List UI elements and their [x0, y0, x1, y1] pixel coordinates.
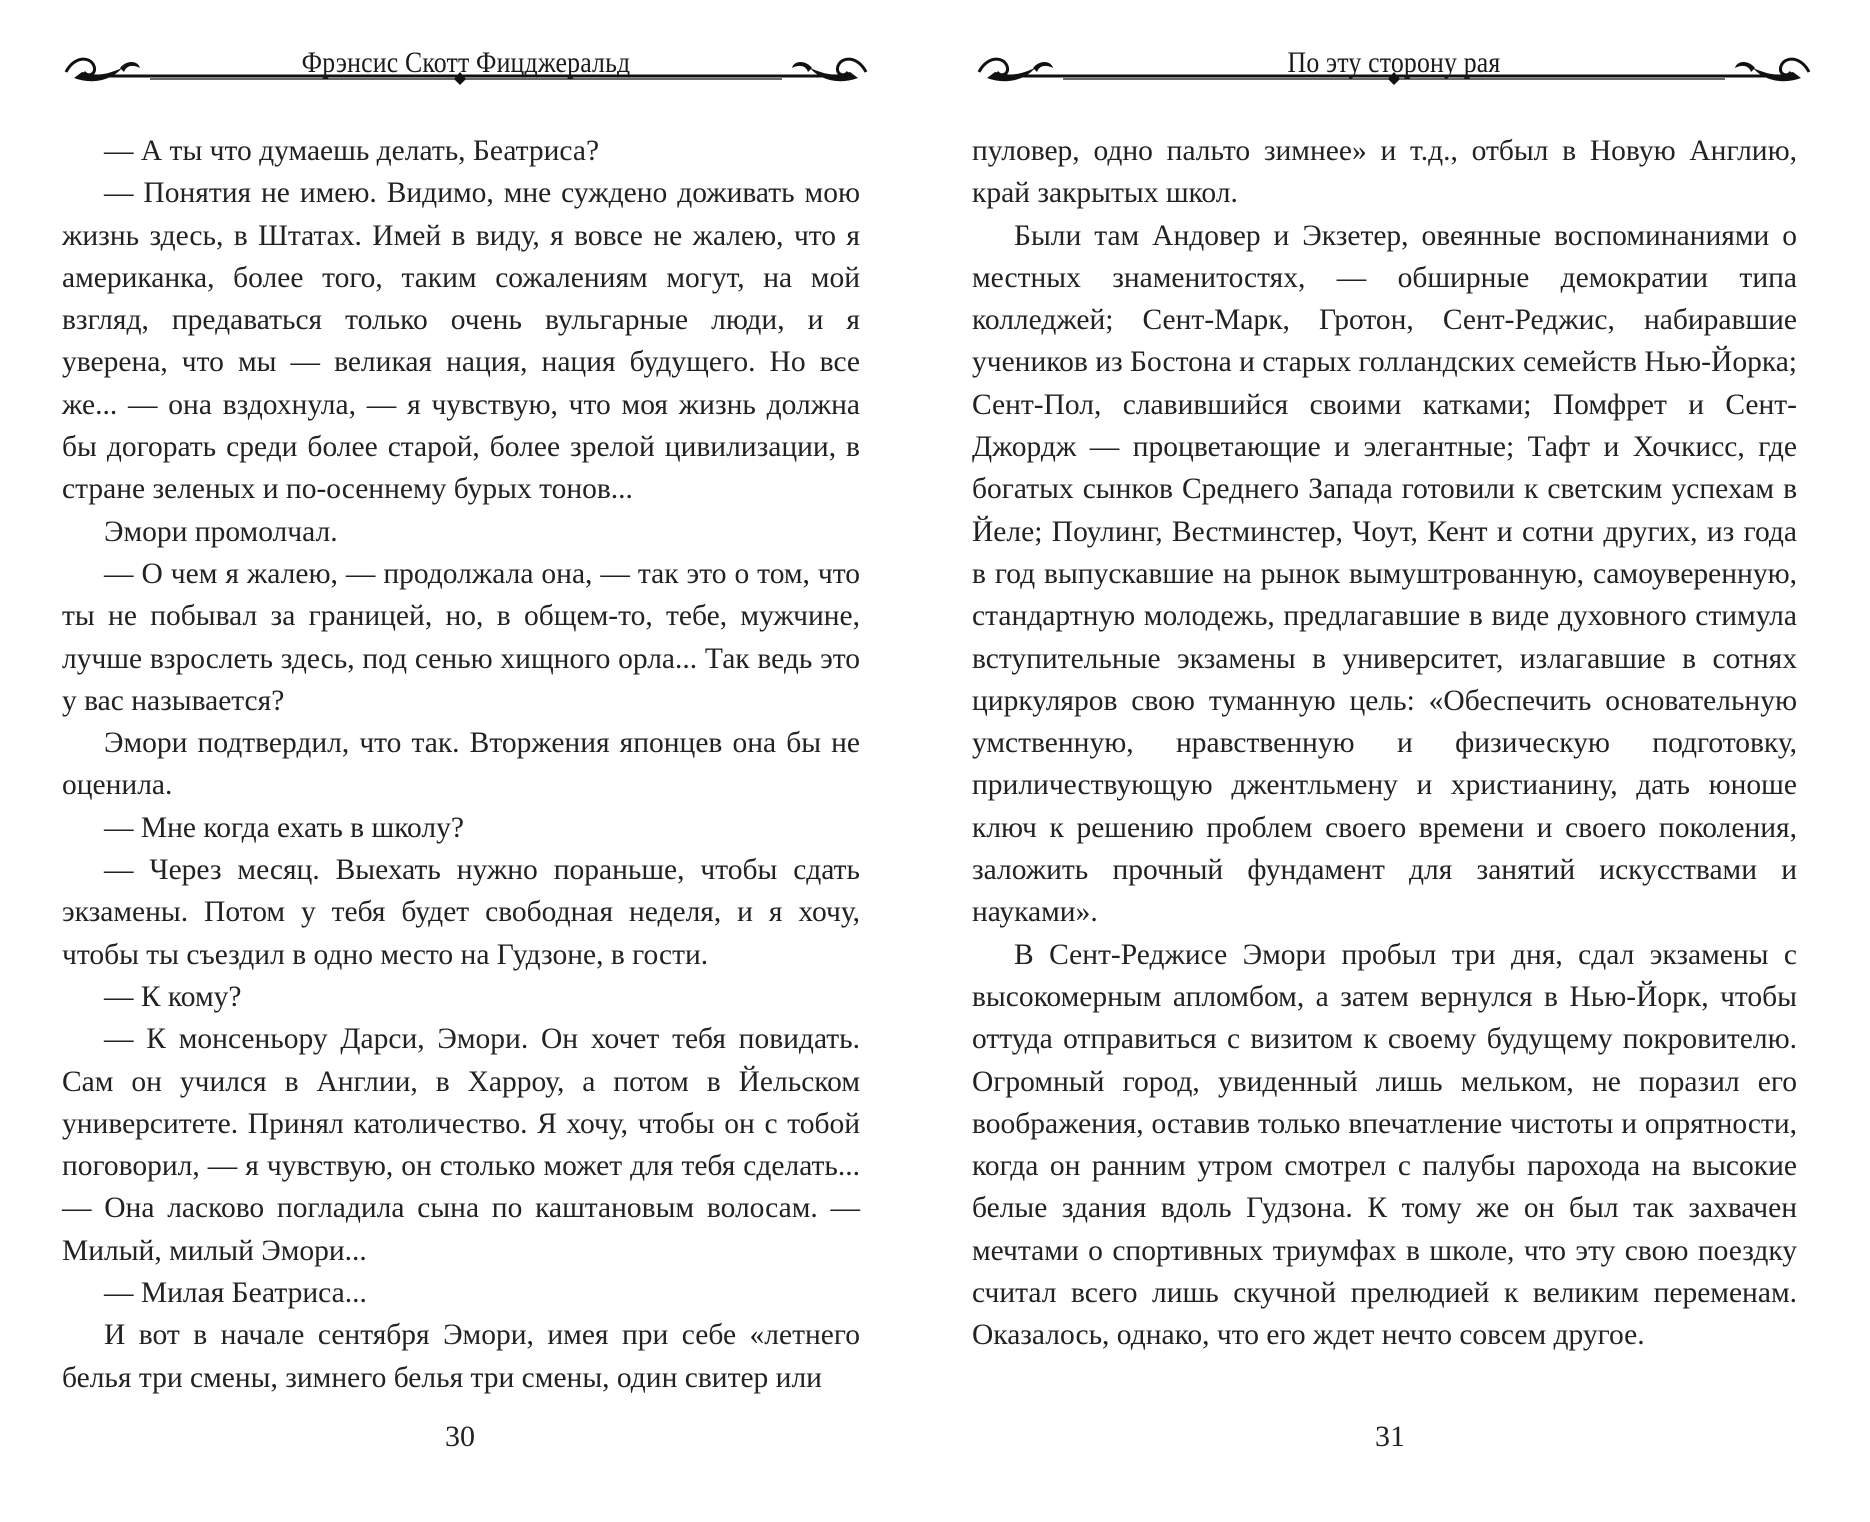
paragraph: — Через месяц. Выехать нужно пораньше, чтобы сдать экзамены. Потом у тебя будет свободная неделя, и я хочу, чтобы ты съездил в одно место на Гудзоне, в гости.	[62, 854, 860, 971]
paragraph: — К кому?	[104, 980, 242, 1013]
running-head-author: Фрэнсис Скотт Фицджеральд	[301, 46, 631, 79]
paragraph: — Мне когда ехать в школу?	[104, 811, 464, 844]
right-page	[935, 0, 1870, 1522]
right-body-text	[972, 130, 1797, 1357]
paragraph: — О чем я жалею, — продолжала она, — так это о том, что ты не побывал за границей, но, в общем-то, тебе, мужчине, лучше взрослеть здесь, под сенью хищного орла... Так ведь это у вас называется?	[62, 557, 860, 717]
paragraph: — Милая Беатриса...	[104, 1277, 367, 1310]
running-head-title: По эту сторону рая	[1287, 46, 1501, 79]
paragraph: Были там Андовер и Экзетер, овеянные воспоминаниями о местных знаменитостях, — обширные демократии типа колледжей; Сент-Марк, Гротон, Сент-Реджис, набиравшие учеников из Бостона и старых голландских семейств Нью-Йорка; Сент-Пол, славившийся своими катками; Помфрет и Сент-Джордж — процветающие и элегантные; Тафт и Хочкисс, где богатых сынков Среднего Запада готовили к светским успехам в Йеле; Поулинг, Вестминстер, Чоут, Кент и сотни других, из года в год выпускавшие на рынок вымуштрованную, самоуверенную, стандартную молодежь, предлагавшие в виде духовного стимула вступительные экзамены в университет, излагавшие в сотнях циркуляров свою туманную цель: «Обеспечить основательную умственную, нравственную и физическую подготовку, приличествующую джентльмену и христианину, дать юноше ключ к решению проблем своего времени и своего поколения, заложить прочный фундамент для занятий искусствами и науками».	[972, 219, 1797, 929]
paragraph: Эмори подтвердил, что так. Вторжения японцев она бы не оценила.	[62, 727, 860, 802]
left-body-text	[62, 130, 860, 1399]
paragraph: В Сент-Реджисе Эмори пробыл три дня, сдал экзамены с высокомерным апломбом, а затем вернулся в Нью-Йорк, чтобы оттуда отправиться с визитом к своему будущему покровителю. Огромный город, увиденный лишь мельком, не поразил его воображения, оставив только впечатление чистоты и опрятности, когда он ранним утром смотрел с палубы парохода на высокие белые здания вдоль Гудзона. К тому же он был так захвачен мечтами о спортивных триумфах в школе, что эту свою поездку считал всего лишь скучной прелюдией к великим переменам. Оказалось, однако, что его ждет нечто совсем другое.	[972, 938, 1797, 1352]
left-running-header	[60, 42, 872, 102]
paragraph: — Понятия не имею. Видимо, мне суждено доживать мою жизнь здесь, в Штатах. Имей в виду, я вовсе не жалею, что я американка, более того, таким сожалениям могут, на мой взгляд, предаваться только очень вульгарные люди, и я уверена, что мы — великая нация, нация будущего. Но все же... — она вздохнула, — я чувствую, что моя жизнь должна бы догорать среди более старой, более зрелой цивилизации, в стране зеленых и по-осеннему бурых тонов...	[62, 177, 860, 506]
paragraph-continuation: пуловер, одно пальто зимнее» и т.д., отбыл в Новую Англию, край закрытых школ.	[972, 135, 1797, 210]
right-running-header	[973, 42, 1815, 102]
paragraph: Эмори промолчал.	[104, 515, 338, 548]
paragraph: И вот в начале сентября Эмори, имея при себе «летнего белья три смены, зимнего белья три смены, один свитер или	[62, 1319, 860, 1394]
paragraph: — К монсеньору Дарси, Эмори. Он хочет тебя повидать. Сам он учился в Англии, в Харроу, а потом в Йельском университете. Принял католичество. Я хочу, чтобы он с тобой поговорил, — я чувствую, он столько может для тебя сделать... — Она ласково погладила сына по каштановым волосам. — Милый, милый Эмори...	[62, 1023, 860, 1267]
page-number: 30	[445, 1420, 475, 1453]
paragraph: — А ты что думаешь делать, Беатриса?	[104, 135, 600, 167]
page-number: 31	[1375, 1420, 1405, 1453]
